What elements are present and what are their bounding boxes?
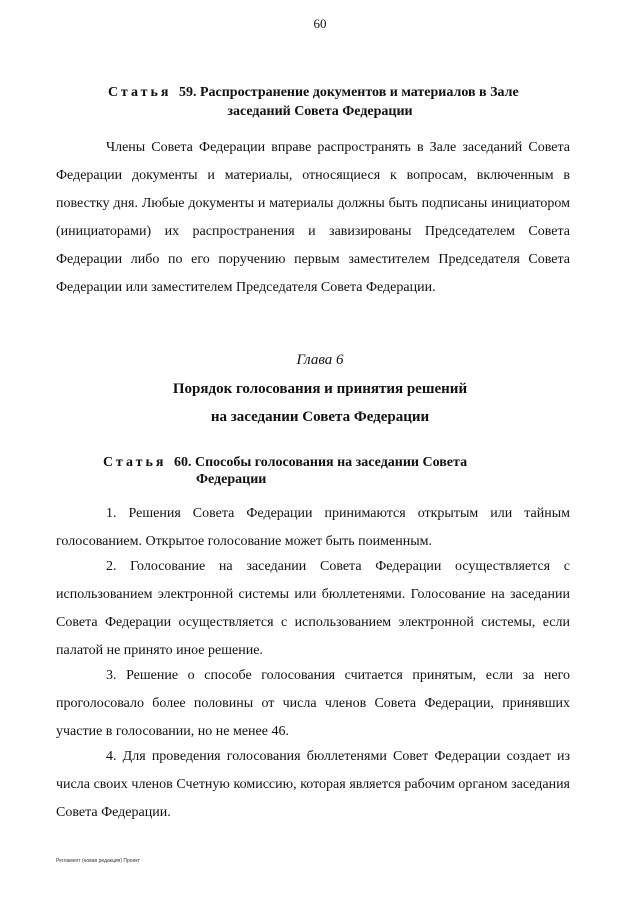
article-60-title-line2: Федерации: [196, 472, 267, 487]
article-60-paragraph-2: 2. Голосование на заседании Совета Федерации осуществляется с использованием электронной системы или бюллетенями. Голосование на заседании Совета Федерации осуществляется с использованием электронной системы, если палатой не принято иное решение.: [56, 559, 570, 658]
article-60-heading-line2: [196, 471, 266, 489]
footer-note: Регламент (новая редакция) Проект: [56, 858, 140, 864]
article-60-paragraph-3: 3. Решение о способе голосования считается принятым, если за него проголосовало более половины от числа членов Совета Федерации, принявших участие в голосовании, но не менее 46.: [56, 668, 570, 739]
article-60-paragraph-1: 1. Решения Совета Федерации принимаются открытым или тайным голосованием. Открытое голосование может быть поименным.: [56, 506, 570, 549]
page-number: 60: [313, 16, 327, 31]
chapter-title-line2: на заседании Совета Федерации: [210, 409, 430, 425]
article-59-heading-line2: [0, 103, 640, 121]
article-59-title-line1: 59. Распространение документов и материалов в Зале: [178, 85, 519, 100]
chapter-title-line1: Порядок голосования и принятия решений: [172, 381, 468, 397]
article-59-heading: [108, 84, 578, 102]
article-word: Статья: [108, 85, 172, 100]
article-59-heading-line1: [108, 84, 578, 102]
article-60-paragraph-4: 4. Для проведения голосования бюллетенями Совет Федерации создает из числа своих членов Счетную комиссию, которая является рабочим органом заседания Совета Федерации.: [56, 749, 570, 820]
article-60-heading-line1: [103, 454, 523, 472]
article-60-title-line1: 60. Способы голосования на заседании Совета: [173, 455, 468, 470]
article-59-title-line2: заседаний Совета Федерации: [227, 104, 413, 119]
article-word: Статья: [103, 455, 167, 470]
chapter-label: Глава 6: [296, 352, 344, 368]
article-60-heading: [103, 454, 523, 472]
article-59-body: Члены Совета Федерации вправе распространять в Зале заседаний Совета Федерации документы и материалы, относящиеся к вопросам, включенным в повестку дня. Любые документы и материалы должны быть подписаны инициатором (инициаторами) их распространения и завизированы Председателем Совета Федерации либо по его поручению первым заместителем Председателя Совета Федерации или заместителем Председателя Совета Федерации.: [56, 140, 570, 295]
